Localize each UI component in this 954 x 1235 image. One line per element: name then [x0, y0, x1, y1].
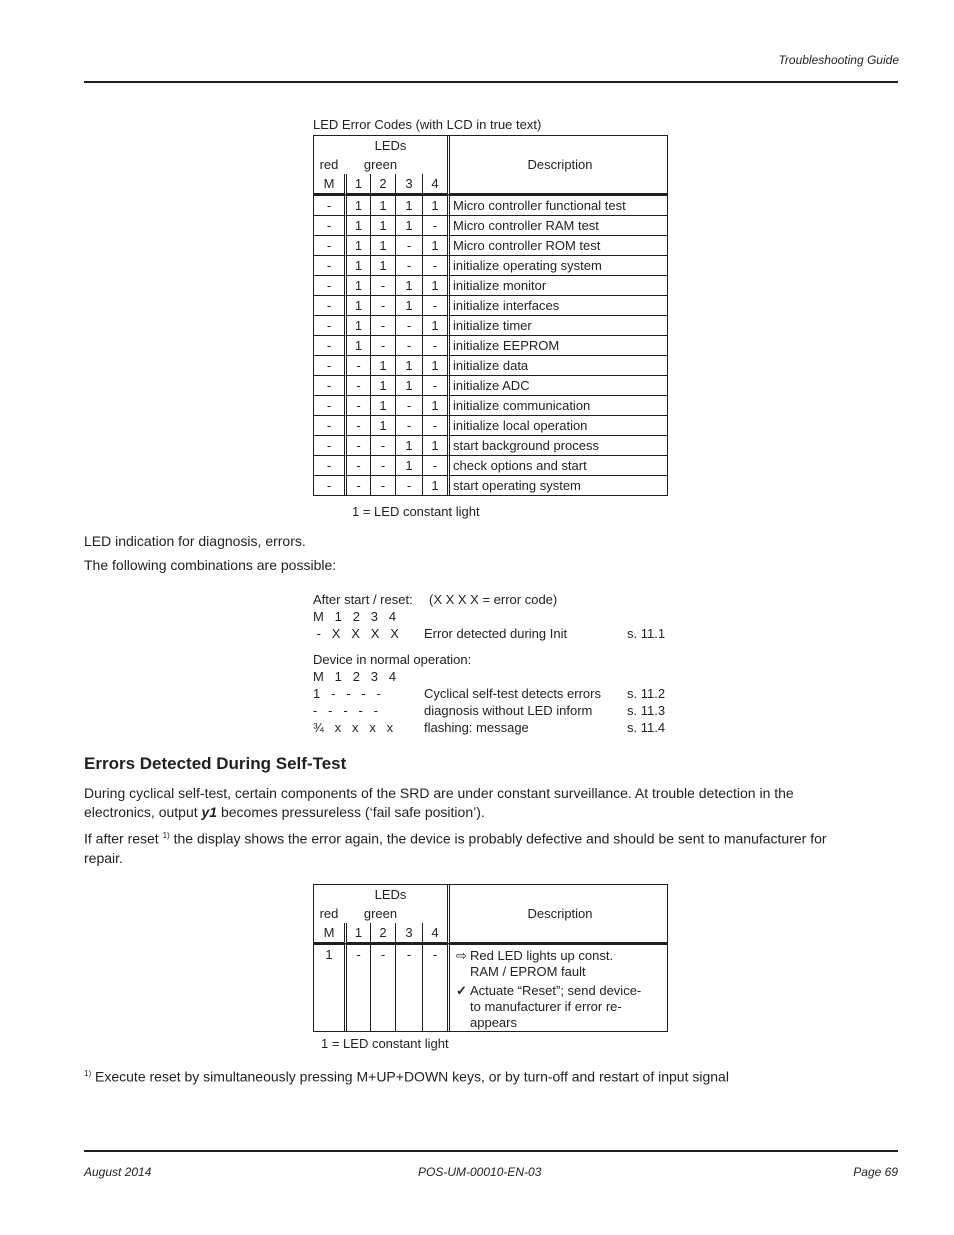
table-row — [314, 235, 667, 255]
cell-description: initialize communication — [447, 395, 667, 415]
table2-note: 1 = LED constant light — [321, 1036, 449, 1051]
cell-c1: 1 — [344, 255, 370, 275]
footnote-marker: 1) — [84, 1069, 92, 1078]
intro-paragraph-2: The following combinations are possible: — [84, 557, 337, 573]
col-header-1: 1 — [344, 174, 370, 195]
col-header-2: 2 — [370, 923, 395, 944]
cell-description: initialize interfaces — [447, 295, 667, 315]
normal-text-1: Cyclical self-test detects errors — [424, 686, 601, 701]
cell-description: initialize local operation — [447, 415, 667, 435]
normal-pattern-2: - - - - - — [313, 703, 378, 718]
cell-description: Micro controller functional test — [447, 195, 667, 215]
leds-header: LEDs — [374, 138, 407, 153]
cell-3: - — [395, 944, 422, 1031]
normal-text-3: flashing: message — [424, 720, 529, 735]
cell-m: - — [314, 415, 344, 435]
table-row — [314, 415, 667, 435]
section-p1-text-a: During cyclical self-test, certain components of the SRD are under constant surveillance. At trouble detection in the electronics, output — [84, 785, 794, 820]
cell-c4: - — [422, 255, 447, 275]
table-row — [314, 944, 667, 1031]
cell-m: - — [314, 295, 344, 315]
normal-pattern-1: 1 - - - - — [313, 686, 381, 701]
cell-4: - — [422, 944, 447, 1031]
cell-c2: - — [370, 475, 395, 495]
cell-c1: 1 — [344, 295, 370, 315]
cell-c2: 1 — [370, 415, 395, 435]
header-rule — [84, 81, 898, 83]
cell-c3: - — [395, 475, 422, 495]
green-header: green — [363, 157, 398, 172]
cell-m: 1 — [314, 944, 344, 1031]
col-header-3: 3 — [395, 923, 422, 944]
green-header: green — [363, 906, 398, 921]
table-row — [314, 455, 667, 475]
cell-c4: - — [422, 455, 447, 475]
section-paragraph-1 — [84, 784, 854, 822]
cell-description: check options and start — [447, 455, 667, 475]
led-error-code-table — [313, 135, 668, 496]
error-code-note: (X X X X = error code) — [429, 592, 558, 607]
cell-c3: 1 — [395, 195, 422, 215]
table-row — [314, 315, 667, 335]
desc-line-3: Actuate “Reset”; send device- — [470, 983, 642, 998]
cell-c3: 1 — [395, 455, 422, 475]
table-row — [314, 355, 667, 375]
cell-c4: 1 — [422, 315, 447, 335]
cell-c4: 1 — [422, 475, 447, 495]
cell-c3: 1 — [395, 435, 422, 455]
table-row — [314, 475, 667, 495]
cell-2: - — [370, 944, 395, 1031]
cell-m: - — [314, 335, 344, 355]
normal-text-2: diagnosis without LED inform — [424, 703, 593, 718]
cell-c4: 1 — [422, 355, 447, 375]
footer-doc-id: POS-UM-00010-EN-03 — [418, 1165, 542, 1179]
cell-c3: - — [395, 315, 422, 335]
red-header: red — [319, 906, 339, 921]
footnote — [84, 1064, 874, 1087]
desc-line-2: RAM / EPROM fault — [470, 964, 586, 979]
col-header-m: M — [314, 174, 344, 195]
normal-ref-2: s. 11.3 — [627, 703, 666, 718]
cell-c1: 1 — [344, 215, 370, 235]
cell-c3: - — [395, 335, 422, 355]
running-header: Troubleshooting Guide — [778, 53, 899, 67]
table-row — [314, 195, 667, 215]
cell-c2: - — [370, 295, 395, 315]
check-icon: ✓ — [456, 983, 467, 998]
footer-date: August 2014 — [84, 1165, 152, 1179]
footnote-ref: 1) — [162, 831, 170, 840]
cell-c1: 1 — [344, 235, 370, 255]
col-header-4: 4 — [422, 923, 447, 944]
cell-c4: 1 — [422, 395, 447, 415]
cell-c1: - — [344, 475, 370, 495]
cell-c3: - — [395, 415, 422, 435]
section-heading: Errors Detected During Self-Test — [84, 754, 347, 773]
cell-c1: - — [344, 455, 370, 475]
desc-line-5: appears — [470, 1015, 517, 1030]
cell-c2: - — [370, 455, 395, 475]
col-header-4: 4 — [422, 174, 447, 195]
section-p2-text-a: If after reset — [84, 830, 163, 847]
cell-c4: 1 — [422, 275, 447, 295]
cell-m: - — [314, 475, 344, 495]
cell-c4: - — [422, 215, 447, 235]
cell-m: - — [314, 455, 344, 475]
table-row — [314, 335, 667, 355]
cell-c4: - — [422, 375, 447, 395]
init-pattern: - X X X X — [313, 626, 399, 641]
cell-description: initialize ADC — [447, 375, 667, 395]
cell-c2: - — [370, 275, 395, 295]
section-p1-text-c: becomes pressureless (‘fail safe position’). — [217, 804, 485, 820]
self-test-error-table — [313, 884, 668, 1032]
cell-c1: - — [344, 435, 370, 455]
cell-c3: - — [395, 395, 422, 415]
cell-m: - — [314, 315, 344, 335]
cell-c2: 1 — [370, 215, 395, 235]
desc-line-1: Red LED lights up const. — [470, 948, 614, 963]
cell-description: Micro controller RAM test — [447, 215, 667, 235]
cell-description: initialize operating system — [447, 255, 667, 275]
cell-description: initialize timer — [447, 315, 667, 335]
cell-c2: 1 — [370, 395, 395, 415]
intro-paragraph-1: LED indication for diagnosis, errors. — [84, 533, 306, 549]
col-header-1: 1 — [344, 923, 370, 944]
cell-m: - — [314, 215, 344, 235]
cell-c1: - — [344, 415, 370, 435]
cell-m: - — [314, 395, 344, 415]
footer-rule — [84, 1150, 898, 1152]
cell-c4: 1 — [422, 435, 447, 455]
cell-m: - — [314, 375, 344, 395]
cell-c1: 1 — [344, 195, 370, 215]
table-row — [314, 255, 667, 275]
cell-c1: - — [344, 395, 370, 415]
cell-description: initialize EEPROM — [447, 335, 667, 355]
cell-c4: - — [422, 415, 447, 435]
table-row — [314, 375, 667, 395]
cell-description: start background process — [447, 435, 667, 455]
after-start-label: After start / reset: — [313, 592, 413, 607]
table1-note: 1 = LED constant light — [352, 504, 480, 519]
col-header-m: M — [314, 923, 344, 944]
normal-op-label: Device in normal operation: — [313, 652, 472, 667]
cell-c4: - — [422, 335, 447, 355]
cell-c2: - — [370, 335, 395, 355]
arrow-icon: ⇨ — [456, 948, 467, 963]
output-y1: y1 — [201, 804, 218, 820]
table1-caption: LED Error Codes (with LCD in true text) — [313, 117, 542, 132]
cell-c3: 1 — [395, 215, 422, 235]
cell-c4: 1 — [422, 195, 447, 215]
cell-c3: 1 — [395, 355, 422, 375]
cell-c1: 1 — [344, 275, 370, 295]
cell-c2: 1 — [370, 235, 395, 255]
section-paragraph-2 — [84, 826, 854, 868]
cell-c2: 1 — [370, 355, 395, 375]
cell-c3: - — [395, 235, 422, 255]
red-header: red — [319, 157, 339, 172]
col-header-3: 3 — [395, 174, 422, 195]
desc-line-4: to manufacturer if error re- — [470, 999, 622, 1014]
cell-1: - — [344, 944, 370, 1031]
cell-c3: - — [395, 255, 422, 275]
cell-description: Micro controller ROM test — [447, 235, 667, 255]
cell-c1: - — [344, 355, 370, 375]
cell-c2: - — [370, 435, 395, 455]
table-row — [314, 275, 667, 295]
cell-c3: 1 — [395, 295, 422, 315]
code-combinations — [313, 592, 673, 742]
init-text: Error detected during Init — [424, 626, 568, 641]
description-header: Description — [447, 136, 667, 195]
description-header: Description — [447, 885, 667, 944]
cell-description: initialize monitor — [447, 275, 667, 295]
footnote-text: Execute reset by simultaneously pressing M+UP+DOWN keys, or by turn-off and restart of input signal — [91, 1068, 729, 1085]
section-p2-text-b: the display shows the error again, the device is probably defective and should be sent to manufacturer for repair. — [84, 830, 827, 866]
code-header-cols: M 1 2 3 4 — [313, 609, 397, 624]
cell-c2: 1 — [370, 255, 395, 275]
cell-m: - — [314, 355, 344, 375]
cell-c4: - — [422, 295, 447, 315]
cell-m: - — [314, 275, 344, 295]
cell-description — [447, 944, 667, 1031]
cell-c1: - — [344, 375, 370, 395]
cell-c4: 1 — [422, 235, 447, 255]
cell-c2: - — [370, 315, 395, 335]
normal-ref-3: s. 11.4 — [627, 720, 666, 735]
cell-c3: 1 — [395, 375, 422, 395]
cell-description: initialize data — [447, 355, 667, 375]
col-header-2: 2 — [370, 174, 395, 195]
cell-m: - — [314, 255, 344, 275]
cell-m: - — [314, 435, 344, 455]
normal-header-cols: M 1 2 3 4 — [313, 669, 397, 684]
table-row — [314, 215, 667, 235]
table-row — [314, 435, 667, 455]
cell-m: - — [314, 195, 344, 215]
cell-c2: 1 — [370, 195, 395, 215]
normal-pattern-3: ¾ x x x x — [313, 720, 394, 735]
normal-ref-1: s. 11.2 — [627, 686, 666, 701]
leds-header: LEDs — [374, 887, 407, 902]
cell-c3: 1 — [395, 275, 422, 295]
cell-c1: 1 — [344, 315, 370, 335]
cell-c1: 1 — [344, 335, 370, 355]
table-row — [314, 395, 667, 415]
init-ref: s. 11.1 — [627, 626, 666, 641]
table-row — [314, 295, 667, 315]
cell-m: - — [314, 235, 344, 255]
footer-page: Page 69 — [853, 1165, 898, 1179]
cell-c2: 1 — [370, 375, 395, 395]
cell-description: start operating system — [447, 475, 667, 495]
